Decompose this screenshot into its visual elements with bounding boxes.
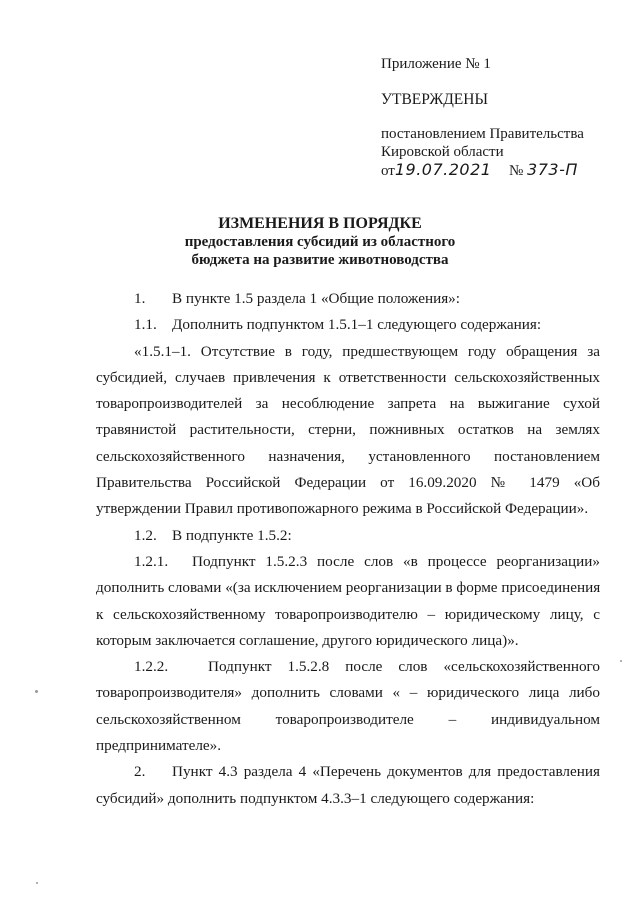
paragraph-1-2-2 [96, 654, 600, 680]
handwritten-date: 19.07.2021 [394, 160, 492, 179]
quote-line: субсидией, случаев привлечения к ответственности сельскохозяйственных [96, 368, 600, 386]
scan-speck [620, 660, 622, 662]
quote-line: сельскохозяйственного назначения, установленного постановлением [96, 447, 600, 465]
resolution-line2: Кировской области [381, 144, 504, 160]
paragraph-text: Подпункт 1.5.2.3 после слов «в процессе реорганизации» [192, 552, 600, 570]
paragraph-number: 1.2.1. [134, 552, 169, 570]
paragraph-text: В пункте 1.5 раздела 1 «Общие положения»: [172, 290, 460, 307]
paragraph-1-2 [96, 523, 600, 549]
date-prefix: от [381, 163, 395, 179]
paragraph-line: товаропроизводителя» дополнить словами « – юридического лица либо [96, 684, 600, 702]
resolution-line1: постановлением Правительства [381, 126, 584, 142]
paragraph-1 [96, 286, 600, 312]
paragraph-number: 1. [134, 290, 146, 307]
paragraph-1-1 [96, 312, 600, 338]
paragraph-text: В подпункте 1.5.2: [172, 526, 292, 544]
paragraph-number: 1.2.2. [134, 658, 169, 676]
paragraph-number: 2. [134, 763, 146, 781]
paragraph-1-2-1 [96, 549, 600, 575]
document-subtitle-line2: бюджета на развитие животноводства [191, 252, 449, 268]
paragraph-line: предпринимателе». [96, 737, 222, 755]
approved-label: УТВЕРЖДЕНЫ [381, 91, 488, 108]
paragraph-text: Дополнить подпунктом 1.5.1–1 следующего содержания: [172, 316, 542, 334]
paragraph-text: Пункт 4.3 раздела 4 «Перечень документов для предоставления [172, 763, 600, 781]
scan-speck [36, 882, 38, 884]
document-subtitle-line1: предоставления субсидий из областного [184, 234, 456, 250]
paragraph-line: которым заключается соглашение, другого юридического лица)». [96, 631, 519, 649]
paragraph-number: 1.2. [134, 526, 157, 544]
quote-line: товаропроизводителей за несоблюдение запрета на выжигание сухой [96, 395, 600, 413]
quote-line: «1.5.1–1. Отсутствие в году, предшествующем году обращения за [134, 342, 600, 360]
document-title: ИЗМЕНЕНИЯ В ПОРЯДКЕ [218, 215, 422, 232]
paragraph-line: к сельскохозяйственному товаропроизводителю – юридическому лицу, с [96, 605, 600, 623]
document-body [96, 286, 600, 812]
paragraph-line: субсидий» дополнить подпунктом 4.3.3–1 следующего содержания: [96, 789, 535, 807]
quote-line: Правительства Российской Федерации от 16.09.2020 № 1479 «Об [96, 474, 600, 492]
appendix-label: Приложение № 1 [381, 56, 491, 72]
handwritten-number: 373-П [527, 160, 578, 179]
number-prefix: № [508, 163, 524, 179]
paragraph-text: Подпункт 1.5.2.8 после слов «сельскохозяйственного [208, 658, 600, 676]
paragraph-number: 1.1. [134, 316, 157, 334]
quote-line: травянистой растительности, стерни, пожнивных остатков на землях [96, 421, 600, 439]
paragraph-2 [96, 759, 600, 785]
date-number-line [381, 161, 578, 180]
scan-speck [35, 690, 38, 693]
paragraph-line: сельскохозяйственном товаропроизводителе – индивидуальном [96, 710, 600, 728]
paragraph-line: дополнить словами «(за исключением реорганизации в форме присоединения [96, 579, 601, 597]
quote-line: утверждении Правил противопожарного режима в Российской Федерации». [96, 500, 589, 518]
